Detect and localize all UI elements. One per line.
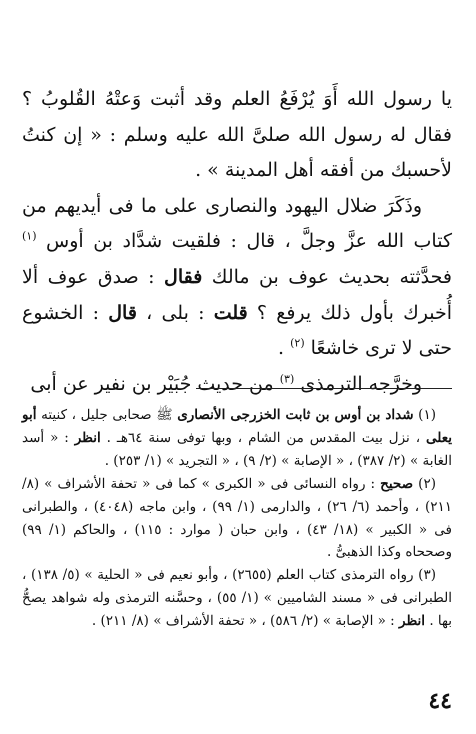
paragraph-2-text: وذَكَرَ ضلال اليهود والنصارى على ما فى أيديهم من كتاب الله عزَّ وجلَّ ، قال : فلقيت شدَّاد بن أوس (22, 194, 453, 253)
paragraph-3 (22, 367, 452, 403)
footnote-ref-1: (١) (22, 230, 37, 244)
footnote-number: (٢) (418, 475, 436, 492)
said-keyword: قال (108, 301, 137, 324)
footnote-1-text: : « أسد الغابة » (٢/ ٣٨٧) ، « الإصابة » (٢/ ٩) ، « التجريد » (١/ ٢٥٣) . (22, 429, 452, 469)
i-said-keyword: قلت (213, 301, 248, 324)
footnote-2-grade: صحيح (380, 475, 414, 492)
footnote-ref-3: (٣) (279, 372, 295, 386)
footnote-ref-2: (٢) (290, 336, 305, 350)
footnote-2 (22, 473, 452, 565)
footnote-1-name: شداد بن أوس بن ثابت الخزرجى الأنصارى (177, 407, 414, 423)
main-text (22, 82, 452, 402)
paragraph-2-text: . (278, 337, 291, 360)
footnote-3 (22, 564, 452, 633)
paragraph-1-text: يا رسول الله أَوَ يُرْفَعُ العلم وقد أثبت وَعتْهُ القُلوبُ ؟ فقال له رسول الله صلىَّ الله عليه وسلم : « إن كنتُ لأحسبك من أفقه أهل المدينة » . (22, 88, 452, 182)
paragraph-3-text: من حديث جُبَيْر بن نفير عن أبى (30, 372, 280, 395)
footnote-3-text: : « الإصابة » (٢/ ٥٨٦) ، « تحفة الأشراف » (٨/ ٢١١) . (91, 613, 399, 630)
see-keyword: انظر (399, 613, 426, 630)
footnote-1 (22, 404, 452, 473)
paragraph-3-text: وخرَّجه الترمذى (300, 372, 422, 395)
footnote-number: (٣) (418, 567, 436, 584)
honorific: ﷺ (156, 407, 173, 423)
footnote-1-text: ، نزل بيت المقدس من الشام ، وبها توفى سنة ٦٤هـ . (100, 429, 426, 446)
footnote-2-text: : رواه النسائى فى « الكبرى » كما فى « تحفة الأشراف » (٨/ ٢١١) ، وأحمد (٦/ ٢٦) ، والدارمى (١/ ٩٩) ، وابن ماجه (٤٠٤٨) ، والطبرانى فى « الكبير » (١٨/ ٤٣) ، وابن حبان ( موارد : ١١٥) ، والحاكم (١/ ٩٩) وصححاه وكذا الذهبىُّ . (22, 475, 452, 561)
paragraph-2-text: : صدق عوف ألا أُخبرك بأول ذلك يرفع ؟ (22, 265, 452, 324)
footnote-3-text: رواه الترمذى كتاب العلم (٢٦٥٥) ، وأبو نعيم فى « الحلية » (٥/ ١٣٨) ، الطبرانى فى « مسند الشاميين » (١/ ٥٥) ، وحسَّنه الترمذى وله شواهد يصحُّ بها . (22, 567, 452, 630)
footnote-1-kunya: أبو يعلى (22, 407, 452, 446)
paragraph-2 (22, 189, 452, 367)
footnote-divider (196, 388, 452, 389)
footnotes (22, 404, 452, 633)
footnote-1-text: صحابى جليل ، كنيته (36, 407, 157, 423)
footnote-number: (١) (418, 407, 436, 423)
see-keyword: انظر (74, 429, 101, 446)
paragraph-2-text: : الخشوع حتى لا ترى خاشعًا (22, 301, 452, 360)
paragraph-1 (22, 82, 452, 189)
page-number: ٤٤ (428, 688, 452, 714)
paragraph-2-text: : بلى ، (136, 301, 214, 324)
paragraph-2-text: فحدَّثته بحديث عوف بن مالك (202, 265, 452, 288)
said-keyword: فقال (164, 265, 203, 288)
